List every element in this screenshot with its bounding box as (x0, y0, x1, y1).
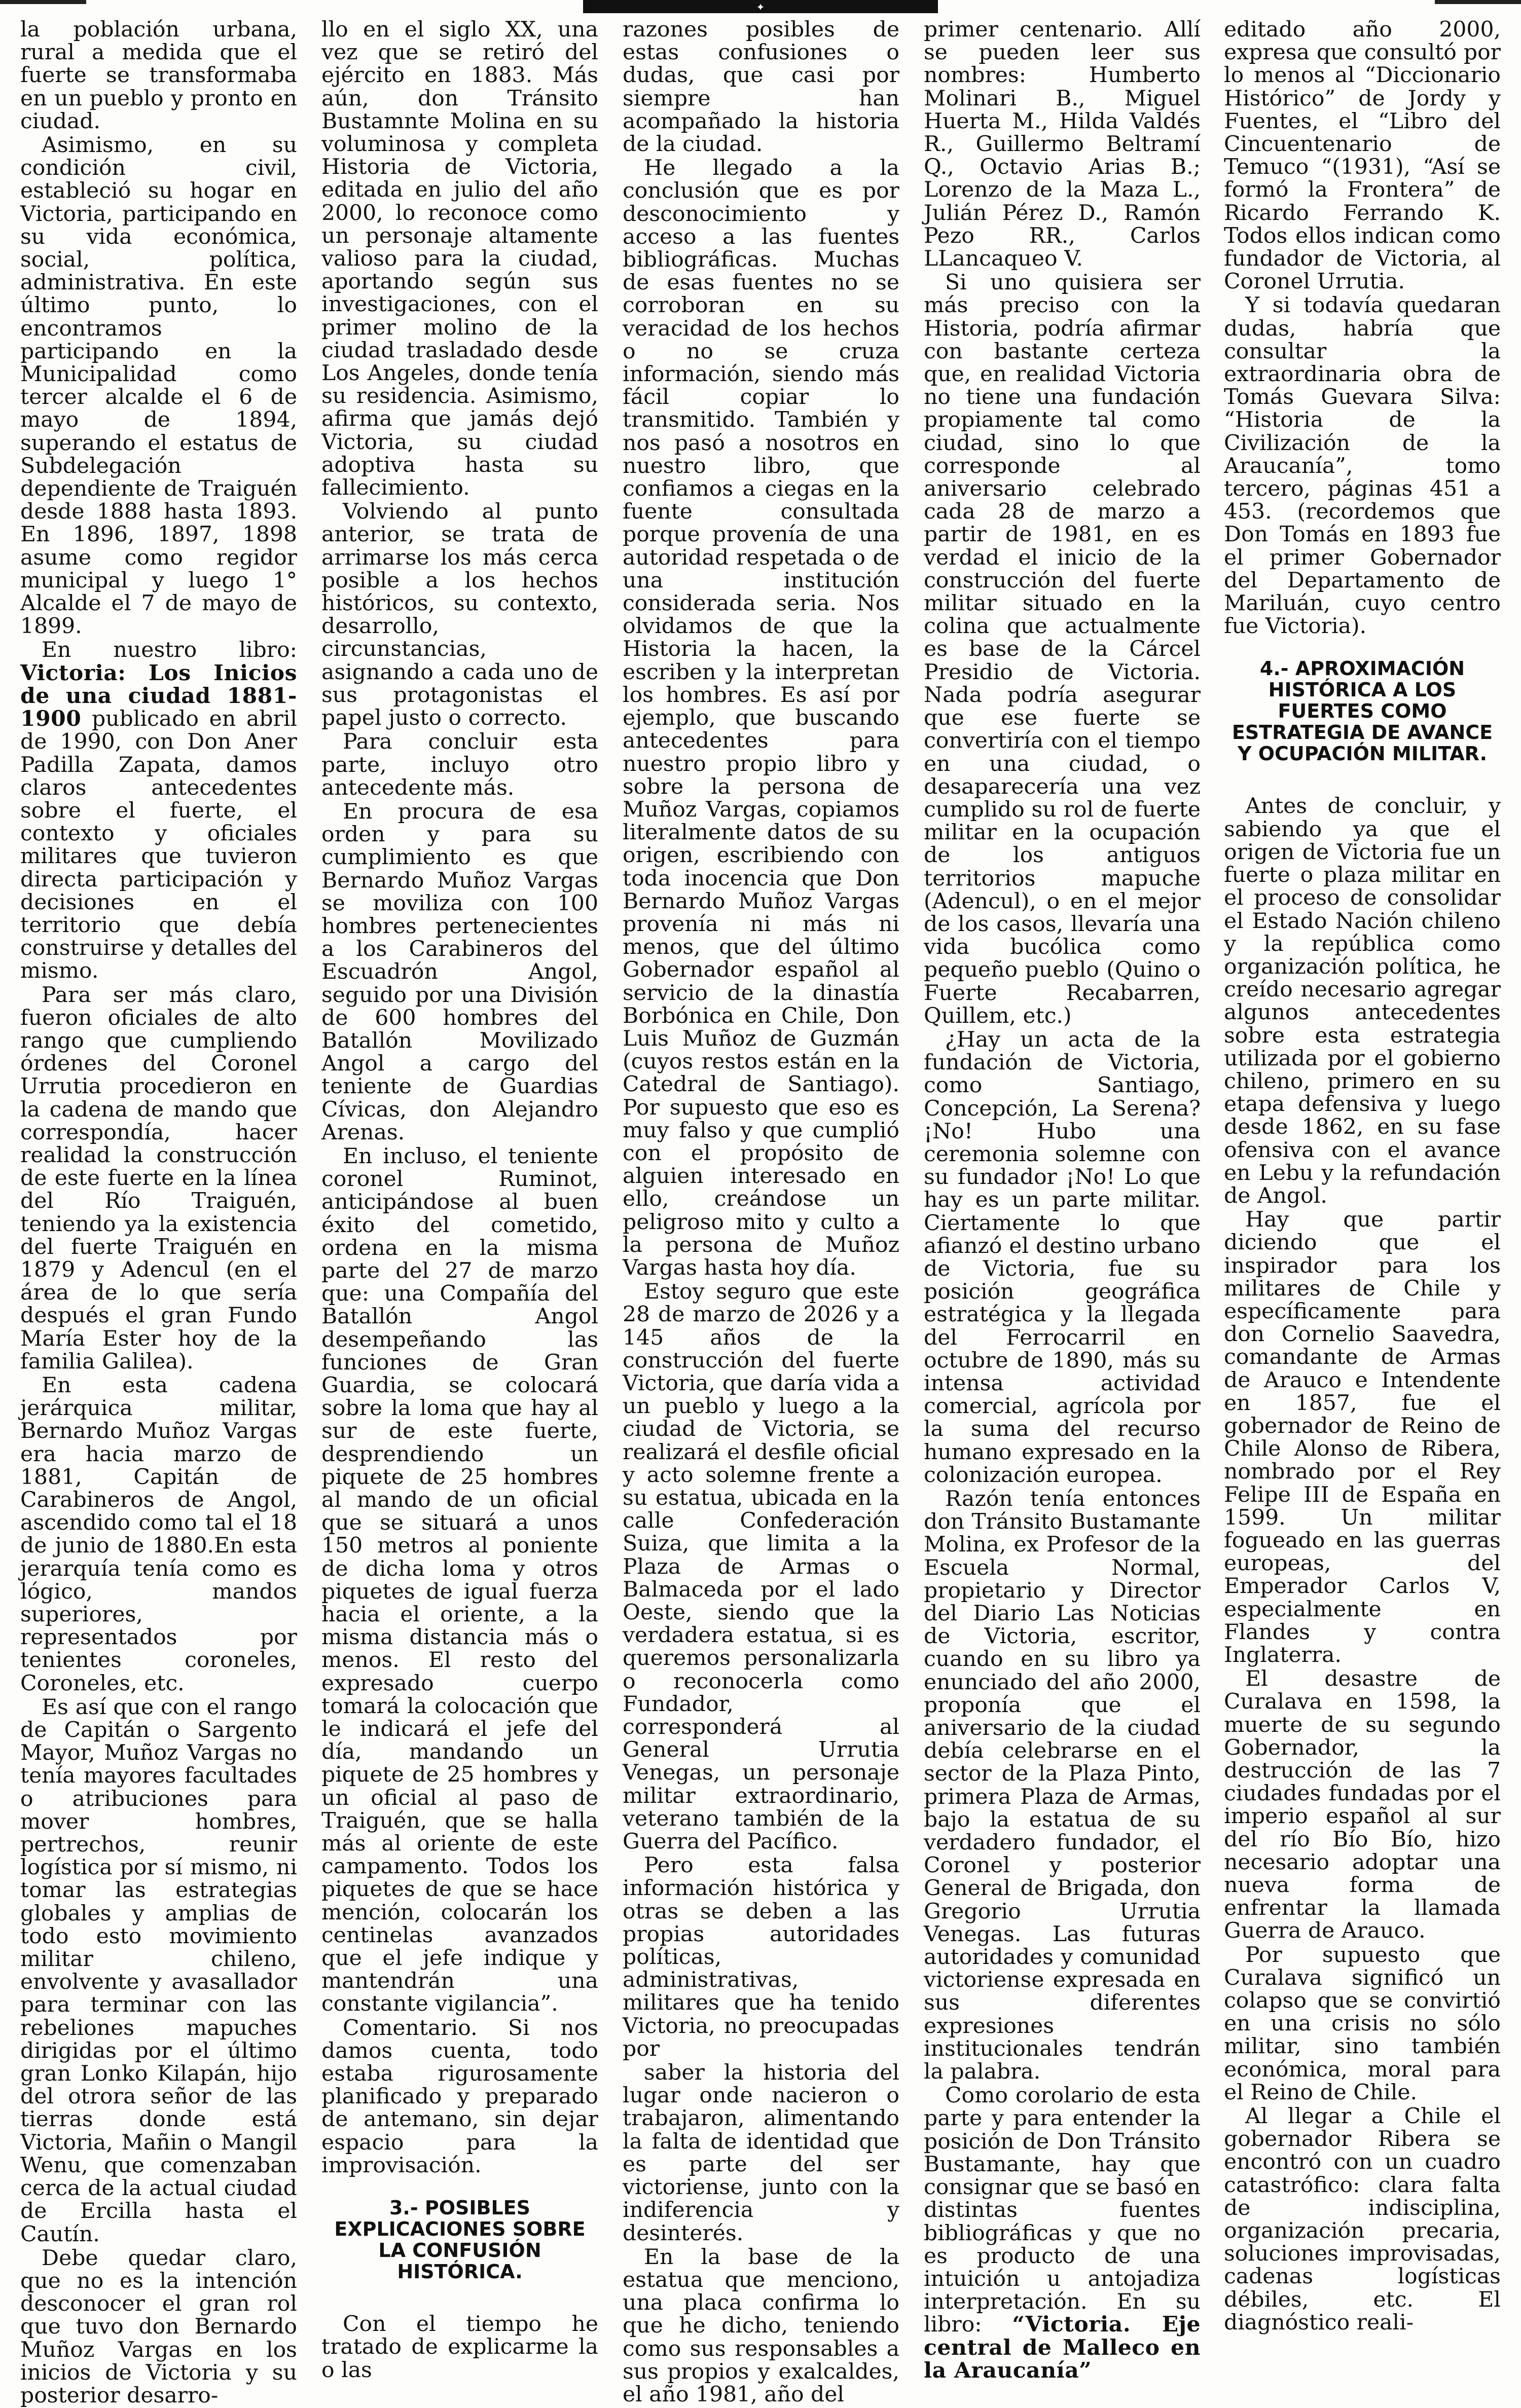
column-5 (1224, 17, 1501, 2335)
paragraph: Para ser más claro, fueron oficiales de alto rango que cumpliendo órdenes del Coronel Urrutia procedieron en la cadena de mando que correspondía, hacer realidad la construcción de este fuerte en la línea del Río Traiguén, teniendo ya la existencia del fuerte Traiguén en 1879 y Adencul (en el área de lo que sería después el gran Fundo María Ester hoy de la familia Galilea). (20, 982, 297, 1374)
paragraph: saber la historia del lugar onde nacieron o trabajaron, alimentando la falta de identidad que es parte del ser victoriense, junto con la indiferencia y desinterés. (623, 2060, 899, 2246)
paragraph: Pero esta falsa información histórica y otras se deben a las propias autoridades políticas, administrativas, militares que ha tenido Victoria, no preocupadas por (623, 1853, 899, 2061)
paragraph: primer centenario. Allí se pueden leer sus nombres: Humberto Molinari B., Miguel Huerta M., Hilda Valdés R., Guillermo Beltramí Q., Octavio Arias B.; Lorenzo de la Maza L., Julián Pérez D., Ramón Pezo RR., Carlos LLancaqueo V. (924, 17, 1201, 272)
newspaper-emblem-icon: ✦ (756, 1, 765, 13)
paragraph: En la base de la estatua que menciono, una placa confirma lo que he dicho, teniendo como sus responsables a sus propios y exalcaldes, el año 1981, año del (623, 2244, 899, 2407)
paragraph: Estoy seguro que este 28 de marzo de 2026 y a 145 años de la construcción del fuerte Victoria, que daría vida a un pueblo y luego a la ciudad de Victoria, se realizará el desfile oficial y acto solemne frente a su estatua, ubicada en la calle Confederación Suiza, que limita a la Plaza de Armas o Balmaceda por el lado Oeste, siendo que la verdadera estatua, si es queremos personalizarla o reconocerla como Fundador, corresponderá al General Urrutia Venegas, un personaje militar extraordinario, veterano también de la Guerra del Pacífico. (623, 1279, 899, 1855)
paragraph: Para concluir esta parte, incluyo otro antecedente más. (321, 729, 598, 800)
paragraph: He llegado a la conclusión que es por desconocimiento y acceso a las fuentes bibliográficas. Muchas de esas fuentes no se corroboran en su veracidad de los hechos o no se cruza información, siendo más fácil copiar lo transmitido. También y nos pasó a nosotros en nuestro libro, que confiamos a ciegas en la fuente consultada porque provenía de una autoridad respetada o de una institución considerada seria. Nos olvidamos de que la Historia la hacen, la escriben y la interpretan los hombres. Es así por ejemplo, que buscando antecedentes para nuestro propio libro y sobre la persona de Muñoz Vargas, copiamos literalmente datos de su origen, escribiendo con toda inocencia que Don Bernardo Muñoz Vargas provenía ni más ni menos, que del último Gobernador español al servicio de la dinastía Borbónica en Chile, Don Luis Muñoz de Guzmán (cuyos restos están en la Catedral de Santiago). Por supuesto que eso es muy falso y que cumplió con el propósito de alguien interesado en ello, creándose un peligroso mito y culto a la persona de Muñoz Vargas hasta hoy día. (623, 156, 899, 1280)
paragraph: En procura de esa orden y para su cumplimiento es que Bernardo Muñoz Vargas se moviliza con 100 hombres pertenecientes a los Carabineros del Escuadrón Angol, seguido por una División de 600 hombres del Batallón Movilizado Angol a cargo del teniente de Guardias Cívicas, don Alejandro Arenas. (321, 799, 598, 1145)
paragraph (924, 2084, 1201, 2382)
paragraph: llo en el siglo XX, una vez que se retiró del ejército en 1883. Más aún, don Tránsito Bustamnte Molina en su voluminosa y completa Historia de Victoria, editada en julio del año 2000, lo reconoce como un personaje altamente valioso para la ciudad, aportando según sus investigaciones, con el primer molino de la ciudad trasladado desde Los Angeles, donde tenía su residencia. Asimismo, afirma que jamás dejó Victoria, su ciudad adoptiva hasta su fallecimiento. (321, 17, 598, 501)
paragraph: Debe quedar claro, que no es la intención desconocer el gran rol que tuvo don Bernardo Muñoz Vargas en los inicios de Victoria y su posterior desarro- (20, 2245, 297, 2408)
paragraph: la población urbana, rural a medida que el fuerte se transformaba en un pueblo y pronto en ciudad. (20, 17, 297, 134)
paragraph: Es así que con el rango de Capitán o Sargento Mayor, Muñoz Vargas no tenía mayores facultades o atribuciones para mover hombres, pertrechos, reunir logística por sí mismo, ni tomar las estrategias globales y amplias de todo esto movimiento militar chileno, envolvente y avasallador para terminar con las rebeliones mapuches dirigidas por el último gran Lonko Kilapán, hijo del otrora señor de las tierras donde está Victoria, Mañin o Mangil Wenu, que comenzaban cerca de la actual ciudad de Ercilla hasta el Cautín. (20, 1694, 297, 2247)
paragraph: Al llegar a Chile el gobernador Ribera se encontró con un cuadro catastrófico: clara falta de indisciplina, organización precaria, soluciones improvisadas, cadenas logísticas débiles, etc. El diagnóstico reali- (1224, 2104, 1501, 2335)
paragraph: Y si todavía quedaran dudas, habría que consultar la extraordinaria obra de Tomás Guevara Silva: “Historia de la Civilización de la Araucanía”, tomo tercero, páginas 451 a 453. (recordemos que Don Tomás en 1893 fue el primer Gobernador del Departamento de Mariluán, cuyo centro fue Victoria). (1224, 293, 1501, 639)
column-4 (924, 17, 1201, 2383)
book-title: Victoria: Los Inicios de una ciudad 1881-1900 (20, 660, 297, 732)
paragraph: Por supuesto que Curalava significó un colapso que se convirtió en una crisis no sólo militar, sino también económica, moral para el Reino de Chile. (1224, 1942, 1501, 2105)
paragraph: Razón tenía entonces don Tránsito Bustamante Molina, ex Profesor de la Escuela Normal, propietario y Director del Diario Las Noticias de Victoria, escritor, cuando en su libro ya enunciado del año 2000, proponía que el aniversario de la ciudad debía celebrarse en el sector de la Plaza Pinto, primera Plaza de Armas, bajo la estatua de su verdadero fundador, el Coronel y posterior General de Brigada, don Gregorio Urrutia Venegas. Las futuras autoridades y comunidad victoriense expresada en sus diferentes expresiones institucionales tendrán la palabra. (924, 1487, 1201, 2085)
header-rule-right (1435, 0, 1521, 4)
paragraph: En incluso, el teniente coronel Ruminot, anticipándose al buen éxito del cometido, ordena en la misma parte del 27 de marzo que: una Compañía del Batallón Angol desempeñando las funciones de Gran Guardia, se colocará sobre la loma que hay al sur de este fuerte, desprendiendo un piquete de 25 hombres al mando de un oficial que se situará a unos 150 metros al poniente de dicha loma y otros piquetes de igual fuerza hacia el oriente, a la misma distancia más o menos. El resto del expresado cuerpo tomará la colocación que le indicará el jefe del día, mandando un piquete de 25 hombres y un oficial al paso de Traiguén, que se halla más al oriente de este campamento. Todos los piquetes de que se hace mención, colocarán los centinelas avanzados que el jefe indique y mantendrán una constante vigilancia”. (321, 1143, 598, 2017)
paragraph-text: Como corolario de esta parte y para entender la posición de Don Tránsito Bustamante, hay que consignar que se basó en distintas fuentes bibliográficas y que no es producto de una intuición u antojadiza interpretación. En su libro: (924, 2083, 1201, 2338)
paragraph (20, 639, 297, 982)
column-1 (20, 17, 297, 2408)
paragraph: ¿Hay un acta de la fundación de Victoria, como Santiago, Concepción, La Serena? ¡No! Hubo una ceremonia solemne con su fundador ¡No! Lo que hay es un parte militar. Ciertamente lo que afianzó el destino urbano de Victoria, fue su posición geográfica estratégica y la llegada del Ferrocarril en octubre de 1890, más su intensa actividad comercial, agrícola por la suma del recurso humano expresado en la colonización europea. (924, 1027, 1201, 1488)
paragraph: El desastre de Curalava en 1598, la muerte de su segundo Gobernador, la destrucción de las 7 ciudades fundadas por el imperio español al sur del río Bío Bío, hizo necesario adoptar una nueva forma de enfrentar la llamada Guerra de Arauco. (1224, 1666, 1501, 1944)
section-heading: 4.- APROXIMACIÓN HISTÓRICA A LOS FUERTES COMO ESTRATEGIA DE AVANCE Y OCUPACIÓN MILITAR. (1232, 657, 1493, 765)
paragraph: editado año 2000, expresa que consultó por lo menos al “Diccionario Histórico” de Jordy y Fuentes, el “Libro del Cincuentenario de Temuco “(1931), “Así se formó la Frontera” de Ricardo Ferrando K. Todos ellos indican como fundador de Victoria, al Coronel Urrutia. (1224, 17, 1501, 294)
column-2 (321, 17, 598, 2383)
paragraph: Comentario. Si nos damos cuenta, todo estaba rigurosamente planificado y preparado de antemano, sin dejar espacio para la improvisación. (321, 2015, 598, 2178)
header-rule-left (0, 0, 86, 4)
paragraph: En esta cadena jerárquica militar, Bernardo Muñoz Vargas era hacia marzo de 1881, Capitán de Carabineros de Angol, ascendido como tal el 18 de junio de 1880.En esta jerarquía tenía como es lógico, mandos superiores, representados por tenientes coroneles, Coroneles, etc. (20, 1373, 297, 1696)
paragraph: Hay que partir diciendo que el inspirador para los militares de Chile y específicamente para don Cornelio Saavedra, comandante de Armas de Arauco e Intendente en 1857, fue el gobernador de Reino de Chile Alonso de Ribera, nombrado por el Rey Felipe III de España en 1599. Un militar fogueado en las guerras europeas, del Emperador Carlos V, especialmente en Flandes y contra Inglaterra. (1224, 1207, 1501, 1668)
paragraph-text: En nuestro libro: (42, 638, 297, 663)
article-columns (20, 17, 1501, 2408)
book-title: “Victoria. Eje central de Malleco en la Araucanía” (924, 2312, 1201, 2383)
paragraph: Si uno quisiera ser más preciso con la Historia, podría afirmar con bastante certeza que, en realidad Victoria no tiene una fundación propiamente tal como ciudad, sino lo que corresponde al aniversario celebrado cada 28 de marzo a partir de 1981, en es verdad el inicio de la construcción del fuerte militar situado en la colina que actualmente es base de la Cárcel Presidio de Victoria. Nada podría asegurar que ese fuerte se convertiría con el tiempo en una ciudad, o desaparecería una vez cumplido su rol de fuerte militar en la ocupación de los antiguos territorios mapuche (Adencul), o en el mejor de los casos, llevaría una vida bucólica como pequeño pueblo (Quino o Fuerte Recabarren, Quillem, etc.) (924, 270, 1201, 1028)
paragraph: Con el tiempo he tratado de explicarme la o las (321, 2312, 598, 2383)
paragraph: Antes de concluir, y sabiendo ya que el origen de Victoria fue un fuerte o plaza militar en el proceso de consolidar el Estado Nación chileno y la república como organización política, he creído necesario agregar algunos antecedentes sobre esta estrategia utilizada por el gobierno chileno, primero en su etapa defensiva y luego desde 1862, en su fase ofensiva con el avance en Lebu y la refundación de Angol. (1224, 794, 1501, 1208)
paragraph: Volviendo al punto anterior, se trata de arrimarse los más cerca posible a los hechos históricos, su contexto, desarrollo, circunstancias, asignando a cada uno de sus protagonistas el papel justo o correcto. (321, 499, 598, 731)
column-3 (623, 17, 899, 2407)
page-header-bar (0, 0, 1521, 12)
section-heading: 3.- POSIBLES EXPLICACIONES SOBRE LA CONFUSIÓN HISTÓRICA. (334, 2197, 586, 2283)
paragraph: razones posibles de estas confusiones o dudas, que casi por siempre han acompañado la historia de la ciudad. (623, 17, 899, 157)
paragraph-text: publicado en abril de 1990, con Don Aner Padilla Zapata, damos claros antecedentes sobre el fuerte, el contexto y oficiales militares que tuvieron directa participación y decisiones en el territorio que debía construirse y detalles del mismo. (20, 707, 297, 984)
paragraph: Asimismo, en su condición civil, estableció su hogar en Victoria, participando en su vida económica, social, política, administrativa. En este último punto, lo encontramos participando en la Municipalidad como tercer alcalde el 6 de mayo de 1894, superando el estatus de Subdelegación dependiente de Traiguén desde 1888 hasta 1893. En 1896, 1897, 1898 asume como regidor municipal y luego 1° Alcalde el 7 de mayo de 1899. (20, 133, 297, 639)
